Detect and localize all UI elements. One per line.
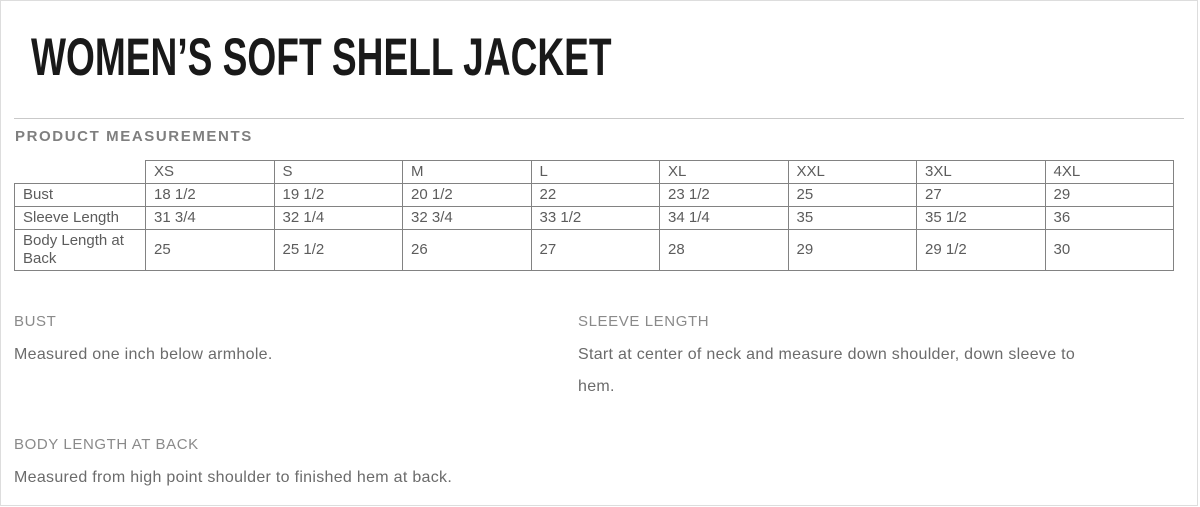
column-header-l: L: [531, 161, 660, 184]
table-row-bust: [15, 184, 1174, 207]
cell-value: 30: [1045, 230, 1174, 271]
cell-value: 29: [788, 230, 917, 271]
cell-value: 26: [403, 230, 532, 271]
column-header-3xl: 3XL: [917, 161, 1046, 184]
cell-value: 27: [531, 230, 660, 271]
bust-description: [14, 313, 578, 403]
column-header-m: M: [403, 161, 532, 184]
measurements-table: [14, 160, 1174, 271]
bust-heading: BUST: [14, 313, 57, 330]
cell-value: 27: [917, 184, 1046, 207]
row-label: Sleeve Length: [15, 207, 146, 230]
table-row-body-length-at-back: [15, 230, 1174, 271]
table-corner-cell: [15, 161, 146, 184]
page-title-text: WOMEN’S SOFT SHELL JACKET: [31, 28, 612, 87]
cell-value: 19 1/2: [274, 184, 403, 207]
cell-value: 29: [1045, 184, 1174, 207]
column-header-xxl: XXL: [788, 161, 917, 184]
cell-value: 36: [1045, 207, 1174, 230]
page-title: [31, 28, 1184, 87]
bust-text: Measured one inch below armhole.: [14, 346, 273, 363]
cell-value: 32 1/4: [274, 207, 403, 230]
cell-value: 35 1/2: [917, 207, 1046, 230]
empty-cell: [578, 403, 1184, 494]
measurement-descriptions: [14, 313, 1184, 494]
body-length-text: Measured from high point shoulder to finished hem at back.: [14, 469, 453, 486]
cell-value: 22: [531, 184, 660, 207]
column-header-xl: XL: [660, 161, 789, 184]
cell-value: 25 1/2: [274, 230, 403, 271]
body-length-heading: BODY LENGTH AT BACK: [14, 436, 199, 453]
body-length-description: [14, 436, 578, 494]
table-header-row: [15, 161, 1174, 184]
row-label: Bust: [15, 184, 146, 207]
cell-value: 18 1/2: [146, 184, 275, 207]
cell-value: 32 3/4: [403, 207, 532, 230]
header-divider: [14, 118, 1184, 119]
column-header-xs: XS: [146, 161, 275, 184]
cell-value: 23 1/2: [660, 184, 789, 207]
cell-value: 34 1/4: [660, 207, 789, 230]
cell-value: 20 1/2: [403, 184, 532, 207]
cell-value: 25: [788, 184, 917, 207]
cell-value: 29 1/2: [917, 230, 1046, 271]
column-header-s: S: [274, 161, 403, 184]
table-row-sleeve-length: [15, 207, 1174, 230]
cell-value: 31 3/4: [146, 207, 275, 230]
cell-value: 33 1/2: [531, 207, 660, 230]
sleeve-length-description: [578, 313, 1184, 403]
cell-value: 28: [660, 230, 789, 271]
section-heading: PRODUCT MEASUREMENTS: [15, 128, 253, 145]
row-label: Body Length at Back: [15, 230, 146, 271]
cell-value: 25: [146, 230, 275, 271]
cell-value: 35: [788, 207, 917, 230]
sleeve-length-heading: SLEEVE LENGTH: [578, 313, 710, 330]
sleeve-length-text: Start at center of neck and measure down shoulder, down sleeve to hem.: [578, 346, 1076, 395]
column-header-4xl: 4XL: [1045, 161, 1174, 184]
